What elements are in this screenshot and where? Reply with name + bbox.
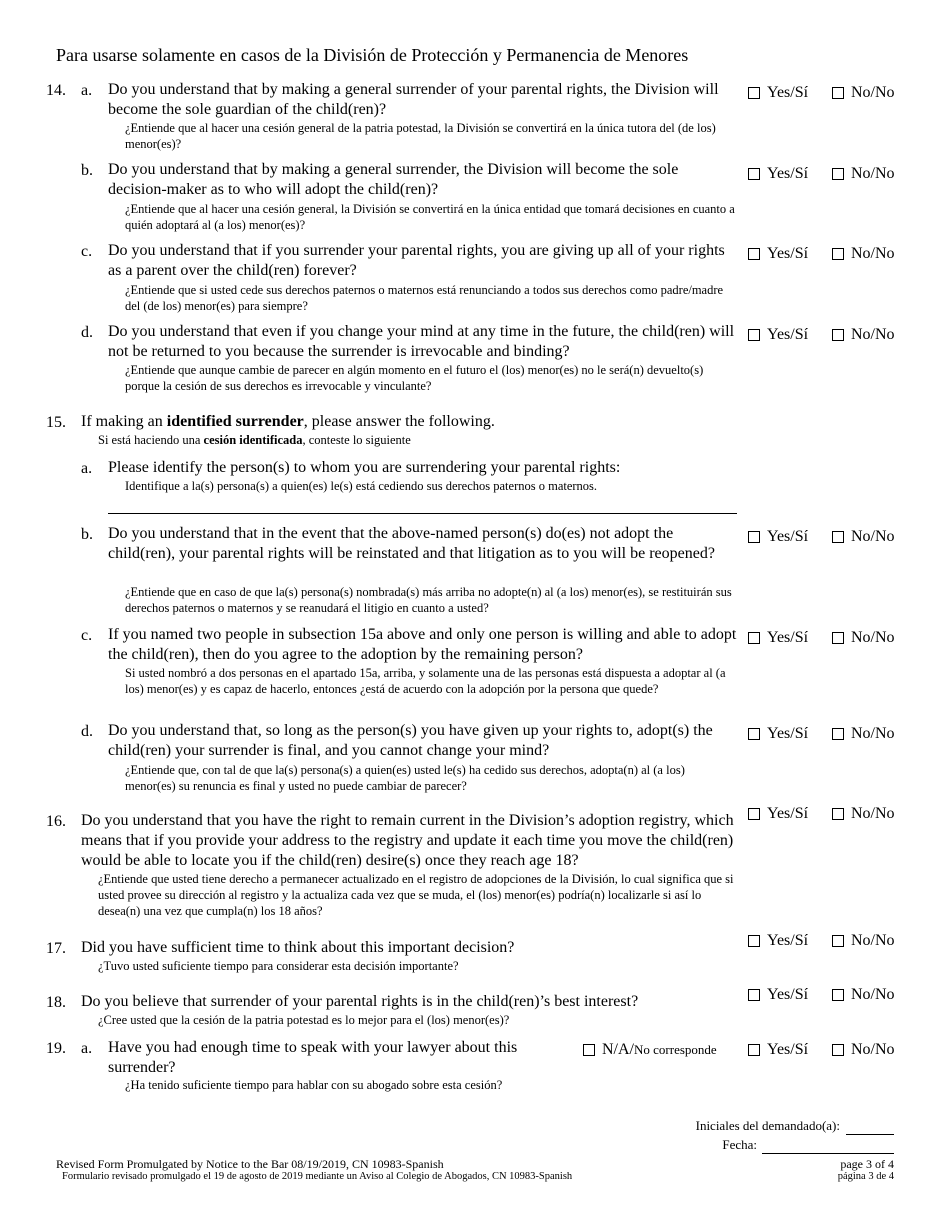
q15d-no-checkbox[interactable] bbox=[832, 728, 844, 740]
footer-revised-spanish: Formulario revisado promulgado el 19 de agosto de 2019 mediante un Aviso al Colegio de Abogados, CN 10983-Spanish bbox=[62, 1171, 573, 1182]
q19a-na-checkbox[interactable] bbox=[583, 1044, 595, 1056]
q15d-yes-checkbox[interactable] bbox=[748, 728, 760, 740]
q19a-letter: a. bbox=[81, 1040, 93, 1057]
q15c-spanish: Si usted nombró a dos personas en el apartado 15a, arriba, y solamente una de las personas está dispuesta a adoptar al (a los) menor(es) y es capaz de hacerlo, entonces ¿está de acuerdo con la adopción por la persona que quede? bbox=[125, 666, 726, 696]
q19a-english: Have you had enough time to speak with your lawyer about this surrender? bbox=[108, 1039, 518, 1076]
q15d-no-option[interactable] bbox=[832, 725, 895, 743]
q14a-yes-label: Yes/Sí bbox=[767, 84, 809, 101]
q14a-english: Do you understand that by making a general surrender of your parental rights, the Division will become the sole guardian of the child(ren)? bbox=[108, 81, 719, 118]
q17-no-option[interactable] bbox=[832, 932, 895, 950]
q15c-letter: c. bbox=[81, 627, 93, 644]
q16-yes-option[interactable] bbox=[748, 805, 808, 823]
q16-no-option[interactable] bbox=[832, 805, 895, 823]
q15d-english: Do you understand that, so long as the person(s) you have given up your rights to, adopt(s) the child(ren) your surrender is final, and you cannot change your mind? bbox=[108, 722, 713, 759]
q18-no-checkbox[interactable] bbox=[832, 989, 844, 1001]
q17-yes-checkbox[interactable] bbox=[748, 935, 760, 947]
initials-label: Iniciales del demandado(a): bbox=[695, 1118, 840, 1133]
q15a-spanish: Identifique a la(s) persona(s) a quien(es) le(s) está cediendo sus derechos paternos o maternos. bbox=[125, 479, 598, 493]
q18-yes-label: Yes/Sí bbox=[767, 986, 809, 1003]
q14c-spanish: ¿Entiende que si usted cede sus derechos paternos o maternos está renunciando a todos sus derechos como padre/madre del (de los) menor(es) para siempre? bbox=[125, 283, 724, 313]
initials-input-line[interactable] bbox=[846, 1134, 894, 1135]
q18-spanish: ¿Cree usted que la cesión de la patria potestad es lo mejor para el (los) menor(es)? bbox=[98, 1013, 510, 1027]
q16-yes-label: Yes/Sí bbox=[767, 805, 809, 822]
q14c-no-checkbox[interactable] bbox=[832, 248, 844, 260]
q14b-yes-checkbox[interactable] bbox=[748, 168, 760, 180]
q18-yes-checkbox[interactable] bbox=[748, 989, 760, 1001]
q16-no-label: No/No bbox=[851, 805, 895, 822]
q15c-yes-option[interactable] bbox=[748, 629, 808, 647]
q16-english: Do you understand that you have the right to remain current in the Division’s adoption registry, which means that if you provide your address to the registry and update it each time you move the child(ren) would be able to locate you if the child(ren) desire(s) once they reach age 18? bbox=[81, 812, 734, 869]
q14a-spanish: ¿Entiende que al hacer una cesión general de la patria potestad, la División se convertirá en la única tutora del (de los) menor(es)? bbox=[125, 121, 716, 151]
q16-yes-checkbox[interactable] bbox=[748, 808, 760, 820]
q15c-yes-label: Yes/Sí bbox=[767, 629, 809, 646]
q14a-no-label: No/No bbox=[851, 84, 895, 101]
q18-yes-option[interactable] bbox=[748, 986, 808, 1004]
q15-intro-english bbox=[81, 412, 741, 432]
q19a-yes-label: Yes/Sí bbox=[767, 1041, 809, 1058]
q19a-no-option[interactable] bbox=[832, 1041, 895, 1059]
footer-revised-english: Revised Form Promulgated by Notice to the Bar 08/19/2019, CN 10983-Spanish bbox=[56, 1157, 444, 1171]
q14c-no-option[interactable] bbox=[832, 245, 895, 263]
q15b-no-checkbox[interactable] bbox=[832, 531, 844, 543]
q19a-yes-option[interactable] bbox=[748, 1041, 808, 1059]
q14b-no-option[interactable] bbox=[832, 165, 895, 183]
q17-no-label: No/No bbox=[851, 932, 895, 949]
q15-intro-spanish bbox=[98, 432, 738, 448]
q14b-english: Do you understand that by making a general surrender, the Division will become the sole decision-maker as to who will adopt the child(ren)? bbox=[108, 161, 679, 198]
q15b-yes-checkbox[interactable] bbox=[748, 531, 760, 543]
q14c-yes-checkbox[interactable] bbox=[748, 248, 760, 260]
page-header: Para usarse solamente en casos de la División de Protección y Permanencia de Menores bbox=[56, 45, 689, 65]
q14a-letter: a. bbox=[81, 82, 93, 99]
q15a-english: Please identify the person(s) to whom you are surrendering your parental rights: bbox=[108, 459, 621, 476]
q15a-answer-line[interactable] bbox=[108, 513, 737, 514]
q14d-no-option[interactable] bbox=[832, 326, 895, 344]
q17-english: Did you have sufficient time to think about this important decision? bbox=[81, 939, 515, 956]
footer-page-spanish: página 3 de 4 bbox=[837, 1171, 894, 1182]
q15d-no-label: No/No bbox=[851, 725, 895, 742]
q17-no-checkbox[interactable] bbox=[832, 935, 844, 947]
q15b-yes-label: Yes/Sí bbox=[767, 528, 809, 545]
question-18-number: 18. bbox=[46, 994, 66, 1011]
q14d-letter: d. bbox=[81, 324, 93, 341]
q15c-no-option[interactable] bbox=[832, 629, 895, 647]
q15b-spanish: ¿Entiende que en caso de que la(s) persona(s) nombrada(s) más arriba no adopte(n) al (a los) menor(es), se restituirán sus derechos paternos o maternos y se reanudará el litigio en cuanto a usted? bbox=[125, 585, 732, 615]
q15d-spanish: ¿Entiende que, con tal de que la(s) persona(s) a quien(es) usted le(s) ha cedido sus derechos, adopta(n) al (a los) menor(es) su renuncia es final y usted no puede cambiar de parecer? bbox=[125, 763, 685, 793]
q17-yes-option[interactable] bbox=[748, 932, 808, 950]
q14c-no-label: No/No bbox=[851, 245, 895, 262]
q14b-spanish: ¿Entiende que al hacer una cesión general, la División se convertirá en la única entidad que tomará decisiones en cuanto a quién adoptará al (a los) menor(es)? bbox=[125, 202, 735, 232]
q15c-no-checkbox[interactable] bbox=[832, 632, 844, 644]
q15b-no-label: No/No bbox=[851, 528, 895, 545]
q16-spanish: ¿Entiende que usted tiene derecho a permanecer actualizado en el registro de adopciones de la División, lo cual significa que si usted provee su dirección al registro y la actualiza cada vez que se muda, el (los) menor(es) podría(n) localizarle si así lo desea(n) una vez que cumpla(n) los 18 años? bbox=[98, 872, 734, 918]
q14c-yes-option[interactable] bbox=[748, 245, 808, 263]
q14d-yes-label: Yes/Sí bbox=[767, 326, 809, 343]
q15-intro-en-pre: If making an bbox=[81, 413, 167, 430]
q15a-letter: a. bbox=[81, 460, 93, 477]
q14a-no-checkbox[interactable] bbox=[832, 87, 844, 99]
q19a-na-option[interactable] bbox=[583, 1041, 717, 1059]
q14d-english: Do you understand that even if you change your mind at any time in the future, the child(ren) will not be returned to you because the surrender is irrevocable and binding? bbox=[108, 323, 735, 360]
q15-intro-es-pre: Si está haciendo una bbox=[98, 433, 204, 447]
q14d-no-label: No/No bbox=[851, 326, 895, 343]
question-19-number: 19. bbox=[46, 1040, 66, 1057]
q19a-no-label: No/No bbox=[851, 1041, 895, 1058]
q14c-yes-label: Yes/Sí bbox=[767, 245, 809, 262]
q15d-yes-option[interactable] bbox=[748, 725, 808, 743]
q15-intro-en-bold: identified surrender bbox=[166, 413, 304, 430]
q14d-spanish: ¿Entiende que aunque cambie de parecer en algún momento en el futuro el (los) menor(es) no le será(n) devuelto(s) porque la cesión de sus derechos es irrevocable y vinculante? bbox=[125, 363, 704, 393]
question-16-number: 16. bbox=[46, 813, 66, 830]
q16-no-checkbox[interactable] bbox=[832, 808, 844, 820]
q15-intro-es-bold: cesión identificada bbox=[203, 433, 303, 447]
q14a-yes-option[interactable] bbox=[748, 84, 808, 102]
q19a-yes-checkbox[interactable] bbox=[748, 1044, 760, 1056]
q15-intro-es-post: , conteste lo siguiente bbox=[302, 433, 411, 447]
q15c-no-label: No/No bbox=[851, 629, 895, 646]
q14d-yes-option[interactable] bbox=[748, 326, 808, 344]
date-label: Fecha: bbox=[722, 1137, 757, 1152]
q14c-english: Do you understand that if you surrender your parental rights, you are giving up all of your rights as a parent over the child(ren) forever? bbox=[108, 242, 725, 279]
q15d-yes-label: Yes/Sí bbox=[767, 725, 809, 742]
q14b-no-checkbox[interactable] bbox=[832, 168, 844, 180]
q14d-yes-checkbox[interactable] bbox=[748, 329, 760, 341]
q15b-yes-option[interactable] bbox=[748, 528, 808, 546]
question-15-number: 15. bbox=[46, 414, 66, 431]
q19a-no-checkbox[interactable] bbox=[832, 1044, 844, 1056]
q19a-na-sublabel: No corresponde bbox=[634, 1042, 717, 1057]
q14d-no-checkbox[interactable] bbox=[832, 329, 844, 341]
q15c-english: If you named two people in subsection 15a above and only one person is willing and able to adopt the child(ren), then do you agree to the adoption by the remaining person? bbox=[108, 626, 737, 663]
q15c-yes-checkbox[interactable] bbox=[748, 632, 760, 644]
q14b-no-label: No/No bbox=[851, 165, 895, 182]
question-17-number: 17. bbox=[46, 940, 66, 957]
q15b-no-option[interactable] bbox=[832, 528, 895, 546]
question-14-number: 14. bbox=[46, 82, 66, 99]
q14a-no-option[interactable] bbox=[832, 84, 895, 102]
q18-no-option[interactable] bbox=[832, 986, 895, 1004]
q15b-letter: b. bbox=[81, 526, 93, 543]
q17-yes-label: Yes/Sí bbox=[767, 932, 809, 949]
q15-intro-en-post: , please answer the following. bbox=[303, 413, 495, 430]
footer-page-english: page 3 of 4 bbox=[840, 1157, 894, 1171]
q14b-yes-label: Yes/Sí bbox=[767, 165, 809, 182]
q15d-letter: d. bbox=[81, 723, 93, 740]
q18-no-label: No/No bbox=[851, 986, 895, 1003]
q14a-yes-checkbox[interactable] bbox=[748, 87, 760, 99]
q19a-na-label: N/A/ bbox=[602, 1041, 634, 1058]
q14b-yes-option[interactable] bbox=[748, 165, 808, 183]
q14c-letter: c. bbox=[81, 243, 93, 260]
q14b-letter: b. bbox=[81, 162, 93, 179]
q17-spanish: ¿Tuvo usted suficiente tiempo para considerar esta decisión importante? bbox=[98, 959, 459, 973]
q18-english: Do you believe that surrender of your parental rights is in the child(ren)’s best interest? bbox=[81, 993, 639, 1010]
q15b-english: Do you understand that in the event that the above-named person(s) do(es) not adopt the child(ren), your parental rights will be reinstated and that litigation as to you will be reopened? bbox=[108, 525, 715, 562]
date-input-line[interactable] bbox=[762, 1153, 894, 1154]
q19a-spanish: ¿Ha tenido suficiente tiempo para hablar con su abogado sobre esta cesión? bbox=[125, 1078, 503, 1092]
